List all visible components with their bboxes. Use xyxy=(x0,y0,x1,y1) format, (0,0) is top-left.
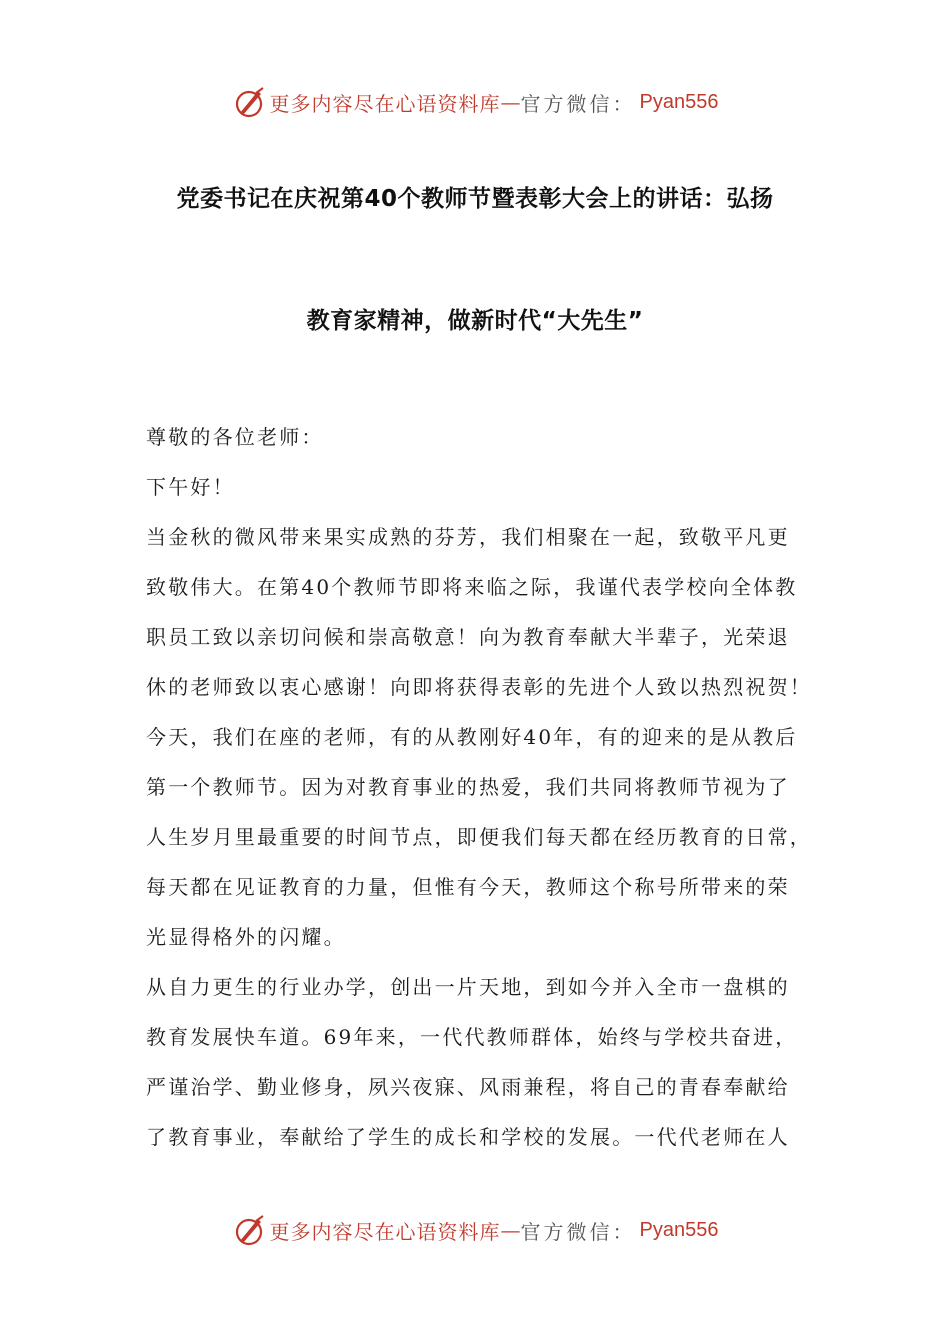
body-line: 今天，我们在座的老师，有的从教刚好40年，有的迎来的是从教后 xyxy=(146,725,798,749)
body-line: 第一个教师节。因为对教育事业的热爱，我们共同将教师节视为了 xyxy=(146,775,790,799)
document-body xyxy=(146,412,818,1162)
brand-separator: — xyxy=(500,1218,521,1242)
body-line: 教育发展快车道。69年来，一代代教师群体，始终与学校共奋进， xyxy=(146,1025,798,1049)
body-line: 了教育事业，奉献给了学生的成长和学校的发展。一代代老师在人 xyxy=(146,1125,790,1149)
footer-watermark-banner xyxy=(0,1208,950,1252)
document-title-line-1: 党委书记在庆祝第40个教师节暨表彰大会上的讲话：弘扬 xyxy=(176,186,774,212)
brand-text: 更多内容尽在心语资料库 xyxy=(269,91,501,116)
wechat-id: Pyan556 xyxy=(639,90,719,113)
quill-pen-icon xyxy=(232,1213,266,1247)
body-line: 职员工致以亲切问候和崇高敬意！向为教育奉献大半辈子，光荣退 xyxy=(146,625,790,649)
body-line: 休的老师致以衷心感谢！向即将获得表彰的先进个人致以热烈祝贺！ xyxy=(146,675,812,699)
body-line: 严谨治学、勤业修身，夙兴夜寐、风雨兼程，将自己的青春奉献给 xyxy=(146,1075,790,1099)
wechat-id: Pyan556 xyxy=(639,1218,719,1241)
body-line: 尊敬的各位老师： xyxy=(146,425,324,449)
body-line: 从自力更生的行业办学，创出一片天地，到如今并入全市一盘棋的 xyxy=(146,975,790,999)
body-line: 每天都在见证教育的力量，但惟有今天，教师这个称号所带来的荣 xyxy=(146,875,790,899)
document-title-line-2: 教育家精神，做新时代“大先生” xyxy=(306,308,644,334)
wechat-label: 官方微信： xyxy=(520,1219,636,1244)
brand-text: 更多内容尽在心语资料库 xyxy=(269,1219,501,1244)
quill-pen-icon xyxy=(232,85,266,119)
body-line: 人生岁月里最重要的时间节点，即便我们每天都在经历教育的日常， xyxy=(146,825,812,849)
wechat-label: 官方微信： xyxy=(520,91,636,116)
body-line: 致敬伟大。在第40个教师节即将来临之际，我谨代表学校向全体教 xyxy=(146,575,798,599)
body-line: 下午好！ xyxy=(146,475,235,499)
header-watermark-banner xyxy=(0,80,950,124)
body-line: 当金秋的微风带来果实成熟的芬芳，我们相聚在一起，致敬平凡更 xyxy=(146,525,790,549)
brand-separator: — xyxy=(500,90,521,114)
body-line: 光显得格外的闪耀。 xyxy=(146,925,346,949)
